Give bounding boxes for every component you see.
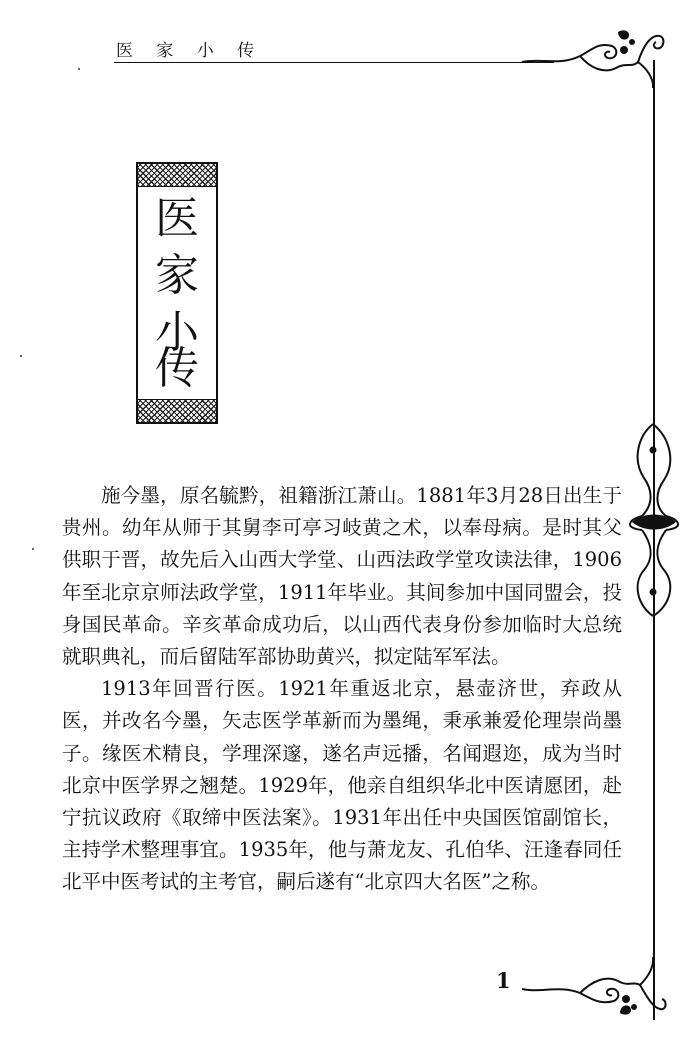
bottom-right-ornament (520, 955, 670, 1017)
scan-speck (20, 355, 22, 357)
scan-speck (78, 68, 80, 70)
paragraph: 1913年回晋行医。1921年重返北京，悬壶济世，弃政从医，并改名今墨，矢志医学革新而为墨绳，秉承兼爱伦理崇尚墨子。缘医术精良，学理深邃，遂名声远播，名闻遐迩，成为当时北京中医学界之翘楚。1929年，他亲自组织华北中医请愿团，赴宁抗议政府《取缔中医法案》。1931年出任中央国医馆副馆长，主持学术整理事宜。1935年，他与萧龙友、孔伯华、汪逢春同任北平中医考试的主考官，嗣后遂有“北京四大名医”之称。 (62, 677, 622, 894)
biography-body (62, 480, 622, 899)
scan-speck (32, 548, 34, 550)
paragraph: 施今墨，原名毓黔，祖籍浙江萧山。1881年3月28日出生于贵州。幼年从师于其舅李可亭习岐黄之术，以奉母病。是时其父供职于晋，故先后入山西大学堂、山西法政学堂攻读法律，1906年至北京京师法政学堂，1911年毕业。其间参加中国同盟会，投身国民革命。辛亥革命成功后，以山西代表身份参加临时大总统就职典礼，而后留陆军部协助黄兴，拟定陆军军法。 (62, 484, 622, 669)
page-number: 1 (496, 968, 511, 993)
side-ornament (618, 420, 690, 620)
title-char-4: 传 (155, 343, 199, 394)
title-char-1: 医 (155, 193, 199, 244)
title-box-top-pattern (138, 164, 216, 187)
running-header: 医 家 小 传 (116, 41, 264, 61)
title-char-3: 小 (155, 307, 199, 358)
chapter-title-box (136, 162, 218, 424)
title-box-bottom-pattern (138, 399, 216, 422)
header-rule (114, 62, 554, 63)
top-right-ornament (520, 28, 670, 90)
title-char-2: 家 (155, 250, 199, 301)
